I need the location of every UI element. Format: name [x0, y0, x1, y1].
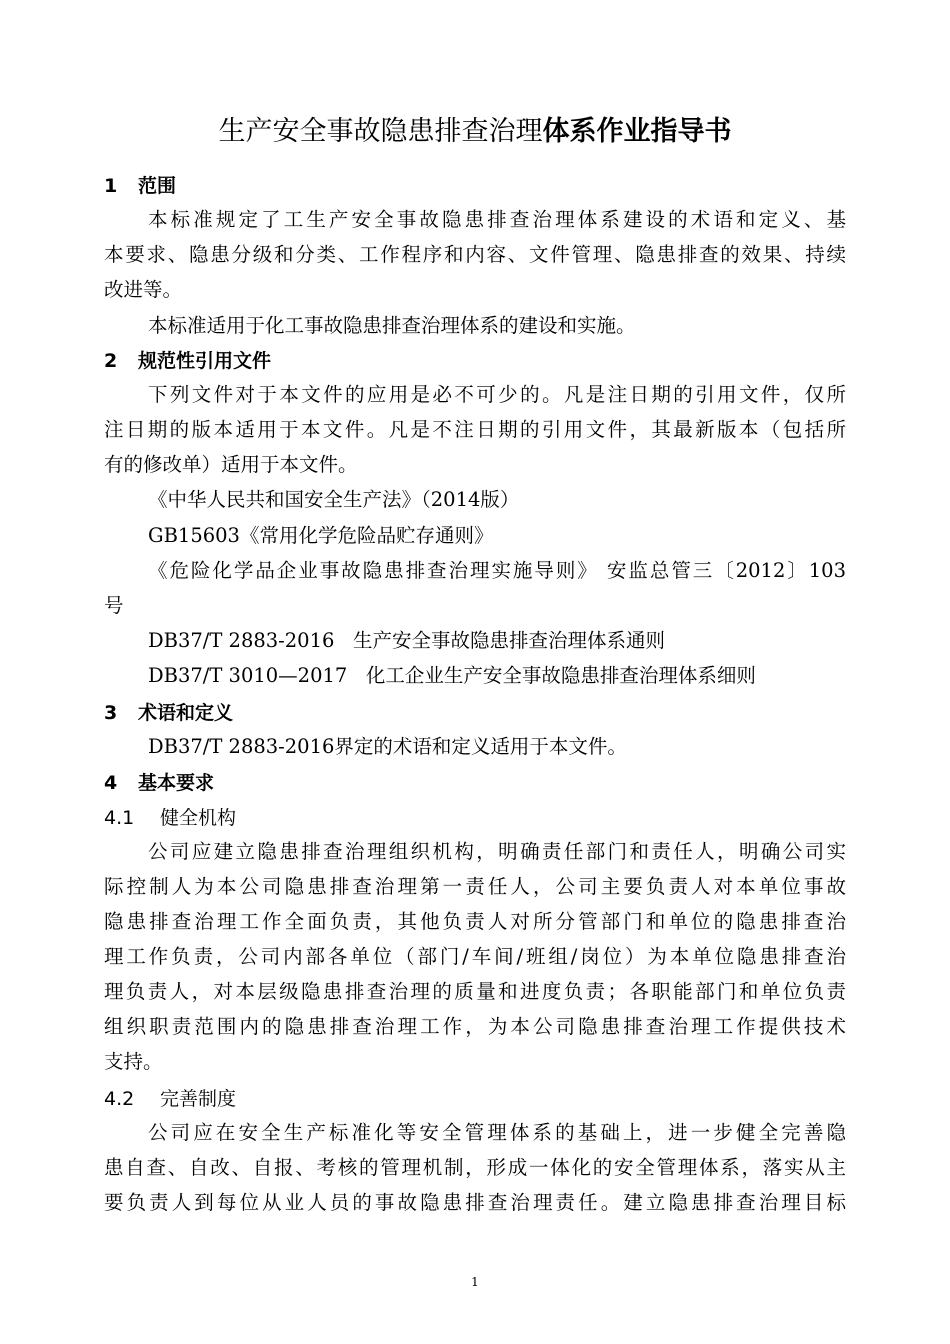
paragraph-line: 理负责人，对本层级隐患排查治理的质量和进度负责；各职能部门和单位负责: [104, 980, 846, 1003]
reference-item: 号: [104, 594, 124, 617]
paragraph-line: 公司应在安全生产标准化等安全管理体系的基础上，进一步健全完善隐: [148, 1121, 846, 1144]
title-bold: 体系作业指导书: [542, 116, 732, 147]
reference-item: 《中华人民共和国安全生产法》（2014版）: [148, 488, 520, 511]
section-4-1-heading: [104, 803, 236, 833]
section-1-heading: [104, 171, 176, 201]
paragraph-line: 有的修改单）适用于本文件。: [104, 453, 358, 476]
paragraph-line: 改进等。: [104, 278, 183, 301]
paragraph-line: 支持。: [104, 1050, 163, 1073]
title-normal: 生产安全事故隐患排查治理: [218, 116, 543, 147]
section-number: 1: [104, 175, 118, 197]
paragraph-line: 注日期的版本适用于本文件。凡是不注日期的引用文件，其最新版本（包括所: [104, 418, 846, 441]
paragraph-line: 本要求、隐患分级和分类、工作程序和内容、文件管理、隐患排查的效果、持续: [104, 243, 846, 266]
subsection-number: 4.1: [104, 807, 135, 829]
subsection-label: 完善制度: [160, 1088, 237, 1110]
reference-item: GB15603《常用化学危险品贮存通则》: [148, 524, 494, 547]
section-number: 3: [104, 702, 118, 724]
paragraph-line: DB37/T 2883-2016界定的术语和定义适用于本文件。: [148, 735, 627, 758]
paragraph-line: 本标准适用于化工事故隐患排查治理体系的建设和实施。: [148, 314, 636, 337]
section-label: 范围: [138, 175, 177, 197]
section-3-heading: [104, 698, 233, 728]
paragraph-line: 本标准规定了工生产安全事故隐患排查治理体系建设的术语和定义、基: [148, 208, 846, 231]
paragraph-line: 隐患排查治理工作全面负责，其他负责人对所分管部门和单位的隐患排查治: [104, 910, 846, 933]
paragraph-line: 患自查、自改、自报、考核的管理机制，形成一体化的安全管理体系，落实从主: [104, 1156, 846, 1179]
page-title: [0, 112, 950, 152]
subsection-number: 4.2: [104, 1088, 135, 1110]
paragraph-line: 际控制人为本公司隐患排查治理第一责任人，公司主要负责人对本单位事故: [104, 875, 846, 898]
section-number: 4: [104, 772, 118, 794]
paragraph-line: 下列文件对于本文件的应用是必不可少的。凡是注日期的引用文件，仅所: [148, 383, 846, 406]
subsection-label: 健全机构: [160, 807, 237, 829]
section-4-heading: [104, 768, 214, 798]
paragraph-line: 理工作负责，公司内部各单位（部门/车间/班组/岗位）为本单位隐患排查治: [104, 945, 846, 968]
section-label: 规范性引用文件: [138, 350, 272, 372]
section-label: 术语和定义: [138, 702, 234, 724]
paragraph-line: 公司应建立隐患排查治理组织机构，明确责任部门和责任人，明确公司实: [148, 840, 846, 863]
reference-item: DB37/T 3010—2017 化工企业生产安全事故隐患排查治理体系细则: [148, 664, 756, 687]
section-4-2-heading: [104, 1084, 236, 1114]
reference-item: DB37/T 2883-2016 生产安全事故隐患排查治理体系通则: [148, 629, 665, 652]
reference-item: 《危险化学品企业事故隐患排查治理实施导则》 安监总管三〔2012〕103: [148, 559, 846, 582]
paragraph-line: 要负责人到每位从业人员的事故隐患排查治理责任。建立隐患排查治理目标: [104, 1191, 846, 1214]
section-number: 2: [104, 350, 118, 372]
page-number: 1: [471, 1275, 479, 1289]
section-label: 基本要求: [138, 772, 215, 794]
paragraph-line: 组织职责范围内的隐患排查治理工作，为本公司隐患排查治理工作提供技术: [104, 1015, 846, 1038]
section-2-heading: [104, 346, 271, 376]
